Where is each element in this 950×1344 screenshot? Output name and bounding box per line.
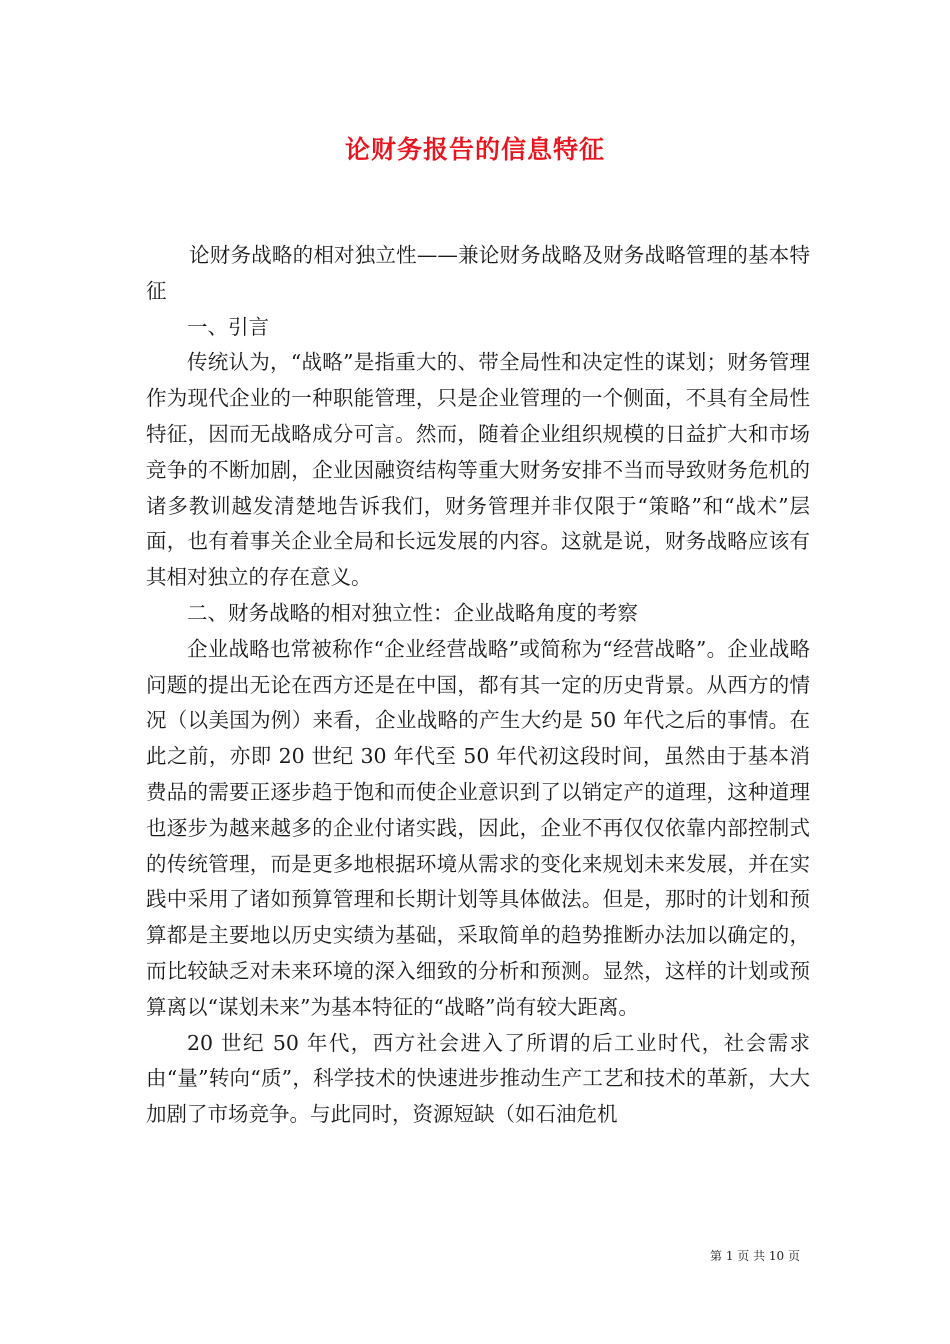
paragraph: 企业战略也常被称作“企业经营战略”或简称为“经营战略”。企业战略问题的提出无论在西方还是在中国，都有其一定的历史背景。从西方的情况（以美国为例）来看，企业战略的产生大约是 50 年代之后的事情。在此之前，亦即 20 世纪 30 年代至 50 年代初这段时间，虽然由于基本消费品的需要正逐步趋于饱和而使企业意识到了以销定产的道理，这种道理也逐步为越来越多的企业付诸实践，因此，企业不再仅仅依靠内部控制式的传统管理，而是更多地根据环境从需求的变化来规划未来发展，并在实践中采用了诸如预算管理和长期计划等具体做法。但是，那时的计划和预算都是主要地以历史实绩为基础，采取简单的趋势推断办法加以确定的，而比较缺乏对未来环境的深入细致的分析和预测。显然，这样的计划或预算离以“谋划未来”为基本特征的“战略”尚有较大距离。	[146, 636, 810, 1019]
page-number: 第 1 页 共 10 页	[710, 1249, 800, 1263]
paragraph: 传统认为，“战略”是指重大的、带全局性和决定性的谋划；财务管理作为现代企业的一种职能管理，只是企业管理的一个侧面，不具有全局性特征，因而无战略成分可言。然而，随着企业组织规模的日益扩大和市场竞争的不断加剧，企业因融资结构等重大财务安排不当而导致财务危机的诸多教训越发清楚地告诉我们，财务管理并非仅限于“策略”和“战术”层面，也有着事关企业全局和长远发展的内容。这就是说，财务战略应该有其相对独立的存在意义。	[146, 350, 810, 590]
page-title: 论财务报告的信息特征	[344, 135, 605, 164]
section-heading-introduction: 一、引言	[187, 314, 269, 339]
paragraph: 20 世纪 50 年代，西方社会进入了所谓的后工业时代，社会需求由“量”转向“质”，科学技术的快速进步推动生产工艺和技术的革新，大大加剧了市场竞争。与此同时，资源短缺（如石油危机	[146, 1030, 810, 1127]
section-heading-independence: 二、财务战略的相对独立性：企业战略角度的考察	[187, 600, 638, 625]
subtitle-paragraph: 论财务战略的相对独立性——兼论财务战略及财务战略管理的基本特征	[146, 243, 810, 303]
document-body	[146, 238, 810, 1133]
